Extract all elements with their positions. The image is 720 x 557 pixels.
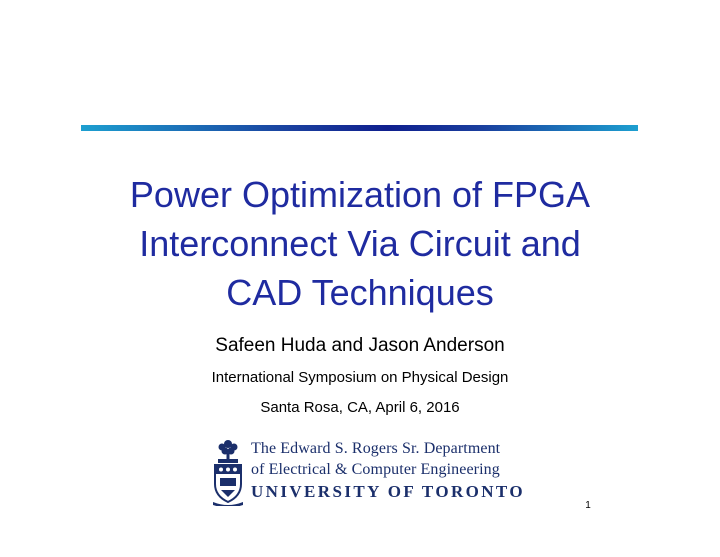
place-date: Santa Rosa, CA, April 6, 2016 [260, 399, 460, 416]
page-number: 1 [585, 500, 591, 511]
title-line-3: CAD Techniques [226, 272, 494, 313]
university-crest-icon [211, 438, 245, 506]
logo-line-1: The Edward S. Rogers Sr. Department [251, 440, 501, 457]
venue: International Symposium on Physical Design [211, 369, 509, 386]
header-rule [81, 125, 638, 131]
department-logo-text [251, 438, 531, 504]
authors: Safeen Huda and Jason Anderson [215, 335, 505, 356]
title-line-2: Interconnect Via Circuit and [139, 223, 581, 264]
logo-line-2: of Electrical & Computer Engineering [251, 461, 500, 478]
title-line-1: Power Optimization of FPGA [129, 174, 591, 215]
logo-line-3: UNIVERSITY OF TORONTO [251, 482, 525, 501]
slide-title [60, 170, 660, 317]
